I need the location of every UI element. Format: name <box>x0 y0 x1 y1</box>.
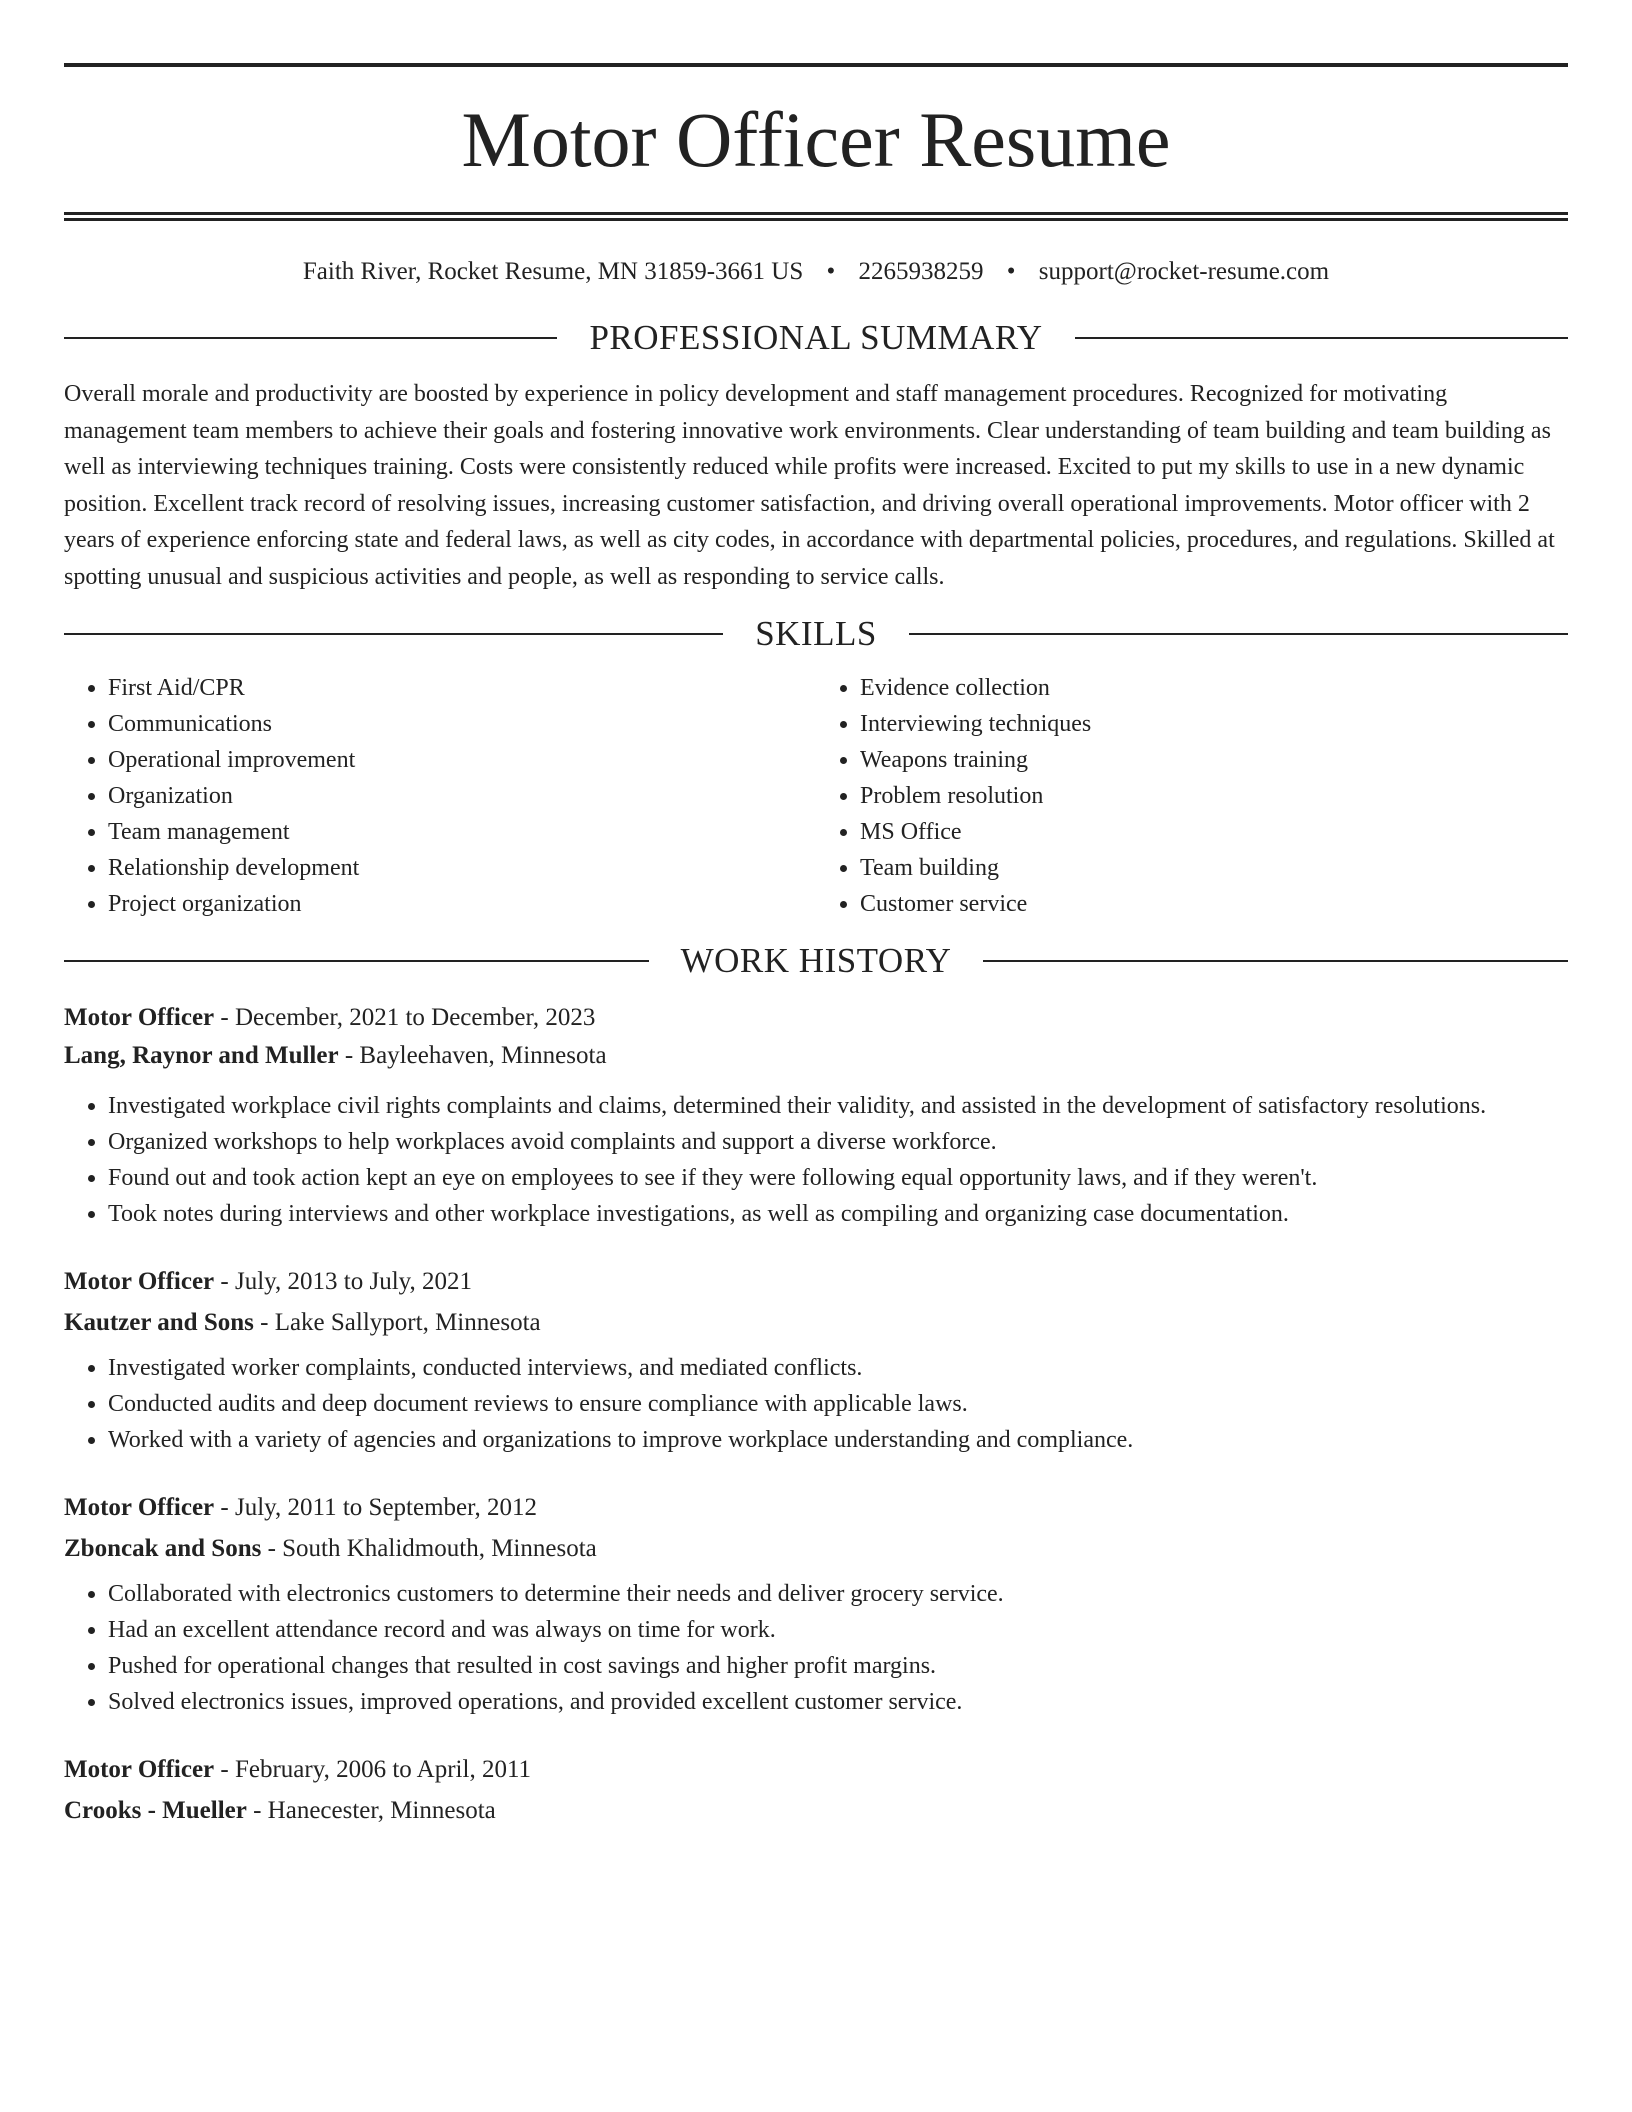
job-bullet: • Found out and took action kept an eye on employees to see if they were following equal opportunity laws, and if they weren't. <box>108 1160 1568 1196</box>
title-double-rule <box>64 212 1568 221</box>
job-bullet: • Worked with a variety of agencies and organizations to improve workplace understanding and compliance. <box>108 1422 1568 1458</box>
job-title: Motor Officer <box>64 1268 215 1295</box>
skill-item: • MS Office <box>860 814 1568 850</box>
skills-section-heading <box>64 616 1568 651</box>
skill-item: • Weapons training <box>860 742 1568 778</box>
job-bullets <box>64 1350 1568 1458</box>
job-title-line: Motor Officer - February, 2006 to April, 2011 <box>64 1756 532 1783</box>
skill-item: • Project organization <box>108 886 816 922</box>
job-location: Hanecester, Minnesota <box>267 1797 496 1824</box>
resume-title: Motor Officer Resume <box>461 96 1171 183</box>
job-bullet: • Organized workshops to help workplaces avoid complaints and support a diverse workforce. <box>108 1124 1568 1160</box>
skill-item: • Team management <box>108 814 816 850</box>
heading-rule-left <box>64 633 723 635</box>
skills-list <box>64 670 1568 922</box>
heading-rule-right <box>1075 337 1568 339</box>
heading-rule-left <box>64 960 649 962</box>
skill-item: • Interviewing techniques <box>860 706 1568 742</box>
job-company-line: Kautzer and Sons - Lake Sallyport, Minnesota <box>64 1309 541 1336</box>
skill-item: • Relationship development <box>108 850 816 886</box>
job-company-line: Crooks - Mueller - Hanecester, Minnesota <box>64 1797 496 1824</box>
job-title-line: Motor Officer - July, 2011 to September, 2012 <box>64 1494 537 1521</box>
job-bullet: • Had an excellent attendance record and was always on time for work. <box>108 1612 1568 1648</box>
heading-rule-left <box>64 337 557 339</box>
job-title: Motor Officer <box>64 1004 215 1031</box>
work-section-heading <box>64 943 1568 978</box>
job-company-line: Lang, Raynor and Muller - Bayleehaven, Minnesota <box>64 1042 607 1069</box>
contact-separator: • <box>1006 258 1016 285</box>
contact-line <box>64 259 1568 284</box>
contact-email[interactable]: support@rocket-resume.com <box>1038 258 1330 285</box>
job-location: Bayleehaven, Minnesota <box>359 1042 607 1069</box>
job-dates: December, 2021 to December, 2023 <box>234 1004 596 1031</box>
skill-item: • Problem resolution <box>860 778 1568 814</box>
skills-column-right <box>816 670 1568 922</box>
job-title-line: Motor Officer - July, 2013 to July, 2021 <box>64 1268 473 1295</box>
skill-item: • Evidence collection <box>860 670 1568 706</box>
job-company: Zboncak and Sons <box>64 1535 262 1562</box>
job-bullet: • Took notes during interviews and other workplace investigations, as well as compiling and organizing case documentation. <box>108 1196 1568 1232</box>
summary-heading: PROFESSIONAL SUMMARY <box>589 318 1043 357</box>
job-company-line: Zboncak and Sons - South Khalidmouth, Minnesota <box>64 1535 597 1562</box>
summary-text: Overall morale and productivity are boosted by experience in policy development and staff management procedures. Recognized for motivating management team members to achieve their goals and fostering innovative work environments. Clear understanding of team building and team building as well as interviewing techniques training. Costs were consistently reduced while profits were increased. Excited to put my skills to use in a new dynamic position. Excellent track record of resolving issues, increasing customer satisfaction, and driving overall operational improvements. Motor officer with 2 years of experience enforcing state and federal laws, as well as city codes, in accordance with departmental policies, procedures, and regulations. Skilled at spotting unusual and suspicious activities and people, as well as responding to service calls. <box>64 381 1555 590</box>
job-entry <box>64 1495 1568 1720</box>
job-location: South Khalidmouth, Minnesota <box>282 1535 597 1562</box>
work-heading: WORK HISTORY <box>680 941 952 980</box>
job-company: Crooks - Mueller <box>64 1797 247 1824</box>
job-bullet: • Collaborated with electronics customers to determine their needs and deliver grocery service. <box>108 1576 1568 1612</box>
job-company: Lang, Raynor and Muller <box>64 1042 339 1069</box>
heading-rule-right <box>909 633 1568 635</box>
job-entry <box>64 1269 1568 1458</box>
contact-address: Faith River, Rocket Resume, MN 31859-3661 US <box>302 258 804 285</box>
job-title: Motor Officer <box>64 1756 215 1783</box>
contact-phone: 2265938259 <box>858 258 984 285</box>
contact-separator: • <box>826 258 836 285</box>
summary-section-heading <box>64 320 1568 355</box>
job-bullet: • Conducted audits and deep document reviews to ensure compliance with applicable laws. <box>108 1386 1568 1422</box>
skills-column-left <box>64 670 816 922</box>
skill-item: • Operational improvement <box>108 742 816 778</box>
skill-item: • Organization <box>108 778 816 814</box>
top-rule <box>64 63 1568 67</box>
job-dates: July, 2013 to July, 2021 <box>234 1268 473 1295</box>
job-dates: July, 2011 to September, 2012 <box>234 1494 537 1521</box>
job-title-line: Motor Officer - December, 2021 to December, 2023 <box>64 1004 596 1031</box>
job-bullets <box>64 1576 1568 1720</box>
job-entry <box>64 1757 1568 1823</box>
job-bullet: • Solved electronics issues, improved operations, and provided excellent customer service. <box>108 1684 1568 1720</box>
job-company: Kautzer and Sons <box>64 1309 254 1336</box>
job-entry <box>64 1005 1568 1232</box>
job-dates: February, 2006 to April, 2011 <box>234 1756 532 1783</box>
job-bullet: • Investigated workplace civil rights complaints and claims, determined their validity, and assisted in the development of satisfactory resolutions. <box>108 1088 1568 1124</box>
job-bullets <box>64 1088 1568 1232</box>
skill-item: • Communications <box>108 706 816 742</box>
job-location: Lake Sallyport, Minnesota <box>274 1309 541 1336</box>
skill-item: • First Aid/CPR <box>108 670 816 706</box>
skill-item: • Customer service <box>860 886 1568 922</box>
job-bullet: • Pushed for operational changes that resulted in cost savings and higher profit margins. <box>108 1648 1568 1684</box>
heading-rule-right <box>983 960 1568 962</box>
job-title: Motor Officer <box>64 1494 215 1521</box>
skill-item: • Team building <box>860 850 1568 886</box>
job-bullet: • Investigated worker complaints, conducted interviews, and mediated conflicts. <box>108 1350 1568 1386</box>
skills-heading: SKILLS <box>755 614 877 653</box>
